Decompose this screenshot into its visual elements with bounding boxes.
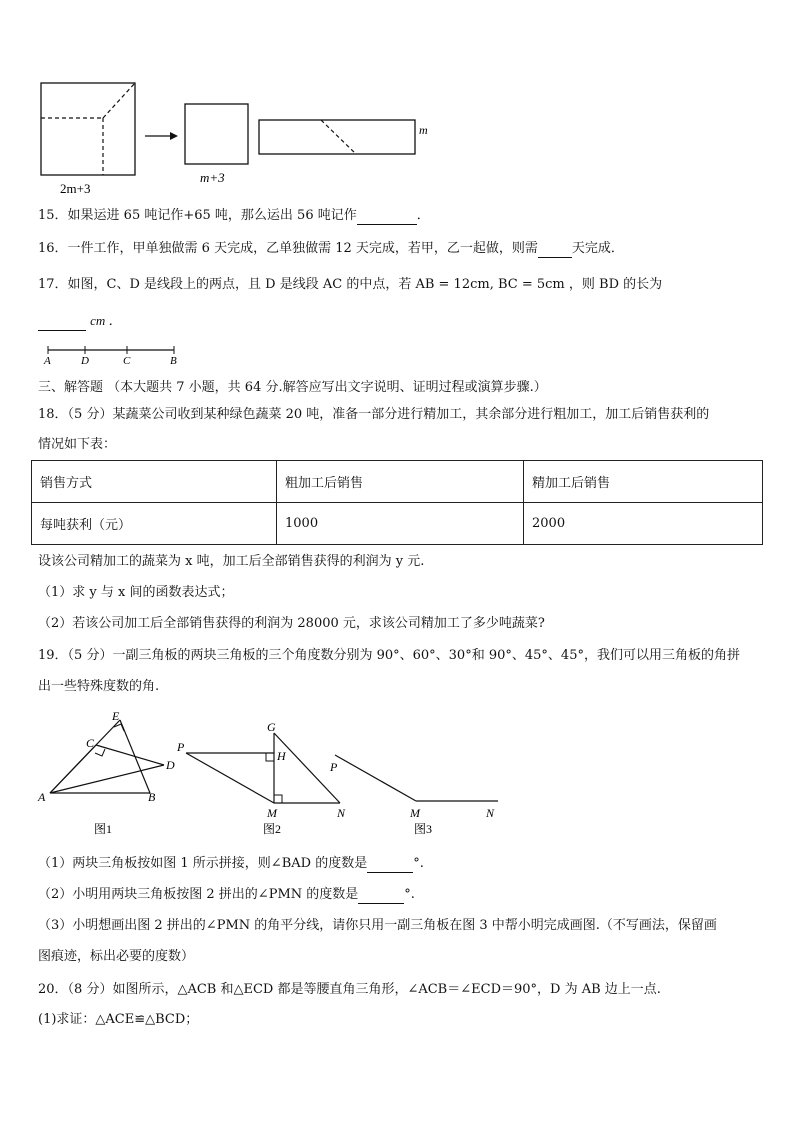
- question-16: 16．一件工作，甲单独做需 6 天完成，乙单独做需 12 天完成，若甲，乙一起做，则需 天完成．: [38, 241, 624, 256]
- label-m3: m+3: [200, 170, 225, 185]
- svg-text:P: P: [177, 740, 185, 754]
- question-17-answer: cm ．: [38, 312, 122, 331]
- figure-3: [329, 755, 498, 836]
- svg-text:E: E: [112, 709, 120, 723]
- svg-text:M: M: [267, 806, 277, 820]
- svg-text:D: D: [166, 758, 175, 772]
- question-20-line1: 20．（8 分）如图所示，△ACB 和△ECD 都是等腰直角三角形，∠ACB＝∠ECD＝90°，D 为 AB 边上一点.: [38, 982, 661, 997]
- question-15: 15．如果运进 65 吨记作+65 吨，那么运出 56 吨记作 ．: [38, 208, 430, 223]
- answer-blank-17[interactable]: [38, 316, 86, 331]
- table-cell: 每吨获利（元）: [32, 503, 277, 545]
- svg-text:N: N: [337, 806, 346, 820]
- question-19-sub1: （1）两块三角板按如图 1 所示拼接，则∠BAD 的度数是 °.: [38, 856, 424, 871]
- figure-2: [176, 720, 346, 836]
- point-A: A: [44, 355, 51, 367]
- label-m: m: [419, 123, 428, 137]
- label-2m3: 2m+3: [60, 181, 91, 196]
- point-C: C: [123, 355, 131, 367]
- figure-1: [37, 709, 175, 836]
- table-row: [32, 503, 763, 545]
- question-19-sub2: （2）小明用两块三角板按图 2 拼出的∠PMN 的度数是 °.: [38, 887, 415, 902]
- question-18-sub2: （2）若该公司加工后全部销售获得的利润为 28000 元，求该公司精加工了多少吨蔬菜?: [38, 616, 545, 631]
- table-header-cell: 粗加工后销售: [277, 461, 524, 503]
- question-18-line2: 情况如下表：: [38, 437, 117, 452]
- small-square: [185, 104, 248, 164]
- question-18-sub1: （1）求 y 与 x 间的函数表达式；: [38, 585, 234, 600]
- question-18-line1: 18．（5 分）某蔬菜公司收到某种绿色蔬菜 20 吨，准备一部分进行精加工，其余部分进行粗加工，加工后销售获利的: [38, 407, 710, 422]
- question-19-line1: 19．（5 分）一副三角板的两块三角板的三个角度数分别为 90°、60°、30°和 90°、45°、45°，我们可以用三角板的角拼: [38, 648, 740, 663]
- svg-text:H: H: [277, 749, 286, 763]
- question-20-sub1: (1)求证：△ACE≌△BCD；: [38, 1012, 199, 1027]
- table-cell: 2000: [524, 503, 763, 545]
- figure-3-caption: 图3: [414, 822, 433, 836]
- rectangle: [259, 120, 415, 154]
- question-18-line3: 设该公司精加工的蔬菜为 x 吨，加工后全部销售获得的利润为 y 元.: [38, 554, 425, 569]
- svg-text:P: P: [330, 760, 338, 774]
- large-square: [41, 83, 135, 175]
- section-heading: 三、解答题 （本大题共 7 小题，共 64 分.解答应写出文字说明、证明过程或演算步骤.）: [38, 380, 547, 395]
- svg-text:A: A: [38, 790, 46, 804]
- table-cell: 1000: [277, 503, 524, 545]
- answer-blank-16[interactable]: [538, 243, 572, 258]
- square-dissection-figure: [38, 80, 438, 198]
- table-header-cell: 销售方式: [32, 461, 277, 503]
- segment-figure: [38, 342, 188, 368]
- point-D: D: [81, 355, 89, 367]
- table-header-cell: 精加工后销售: [524, 461, 763, 503]
- answer-blank-15[interactable]: [357, 210, 417, 225]
- svg-text:M: M: [410, 806, 420, 820]
- triangle-figures: [30, 705, 510, 841]
- answer-blank-19-2[interactable]: [358, 889, 404, 904]
- table-header-row: [32, 461, 763, 503]
- question-17: 17．如图，C、D 是线段上的两点，且 D 是线段 AC 的中点，若 AB = 12cm, BC = 5cm ，则 BD 的长为: [38, 277, 663, 292]
- svg-text:B: B: [148, 790, 156, 804]
- svg-text:G: G: [267, 720, 276, 734]
- point-B: B: [170, 355, 177, 367]
- figure-1-caption: 图1: [94, 822, 113, 836]
- answer-blank-19-1[interactable]: [367, 858, 413, 873]
- svg-text:N: N: [486, 806, 495, 820]
- question-19-sub3-line2: 图痕迹，标出必要的度数）: [38, 949, 195, 964]
- profit-table: [31, 460, 763, 545]
- question-19-line2: 出一些特殊度数的角.: [38, 679, 160, 694]
- question-19-sub3-line1: （3）小明想画出图 2 拼出的∠PMN 的角平分线，请你只用一副三角板在图 3 中帮小明完成画图.（不写画法，保留画: [38, 918, 717, 933]
- svg-text:C: C: [86, 736, 95, 750]
- figure-2-caption: 图2: [263, 822, 282, 836]
